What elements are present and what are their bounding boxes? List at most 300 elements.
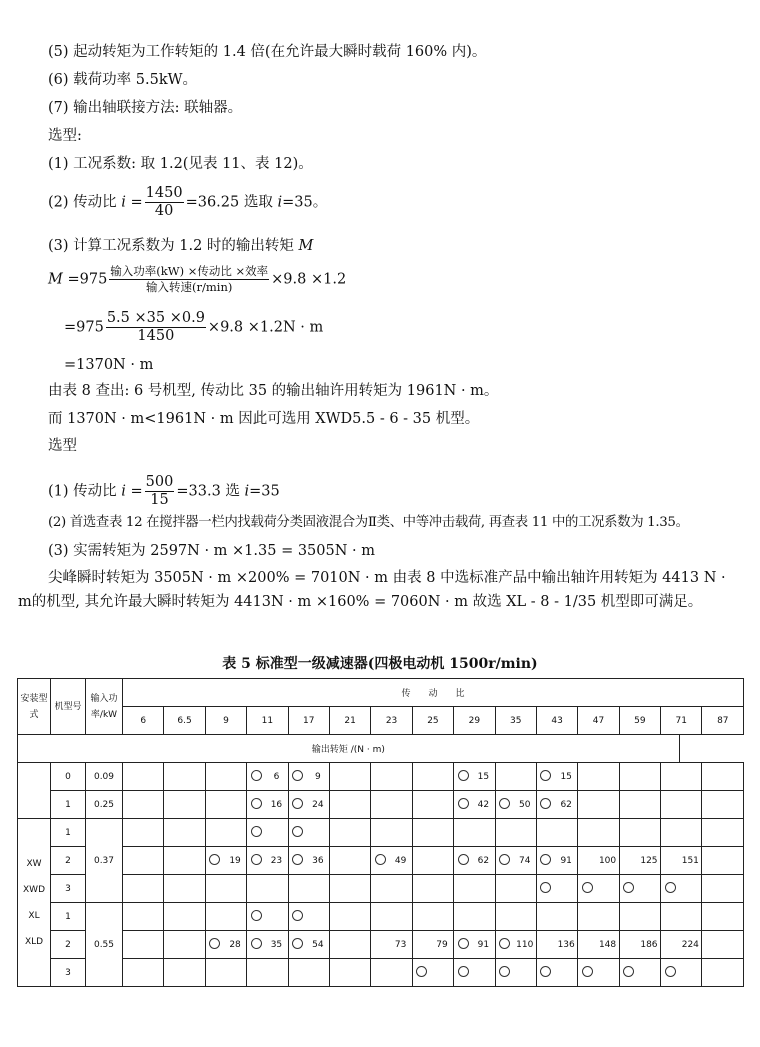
table-row — [18, 875, 744, 903]
availability-cell — [371, 959, 390, 987]
table-row — [18, 903, 744, 931]
availability-cell — [123, 763, 142, 791]
available-circle-icon — [375, 854, 386, 865]
text-segment: ×9.8 ×1.2N · m — [207, 319, 324, 336]
available-circle-icon — [292, 826, 303, 837]
available-circle-icon — [251, 770, 262, 781]
torque-cell: 148 — [596, 931, 619, 959]
availability-cell — [164, 931, 183, 959]
available-circle-icon — [499, 938, 510, 949]
availability-cell — [123, 959, 142, 987]
table-row — [18, 791, 744, 819]
availability-cell — [578, 903, 597, 931]
torque-cell — [596, 791, 619, 819]
availability-cell — [164, 819, 183, 847]
text-line: 选型 — [48, 438, 77, 454]
availability-cell — [495, 959, 514, 987]
power-cell: 0.37 — [86, 819, 123, 903]
availability-cell — [619, 931, 638, 959]
availability-cell — [205, 763, 224, 791]
text-line: (5) 起动转矩为工作转矩的 1.4 倍(在允许最大瞬时载荷 160% 内)。 — [48, 44, 487, 60]
availability-cell — [412, 959, 431, 987]
torque-cell — [265, 819, 288, 847]
availability-cell — [661, 763, 680, 791]
torque-cell — [721, 847, 744, 875]
availability-cell — [247, 791, 266, 819]
torque-cell — [348, 903, 371, 931]
torque-cell — [431, 959, 454, 987]
fraction — [145, 185, 184, 220]
formula-line — [64, 310, 323, 345]
torque-cell — [141, 875, 164, 903]
model-cell: 3 — [51, 875, 86, 903]
available-circle-icon — [540, 882, 551, 893]
torque-cell: 9 — [307, 763, 330, 791]
torque-cell — [307, 819, 330, 847]
availability-cell — [578, 819, 597, 847]
torque-cell — [431, 791, 454, 819]
text-segment: =35。 — [282, 194, 328, 211]
ratio-value: 25 — [412, 707, 453, 735]
torque-cell: 136 — [555, 931, 578, 959]
power-cell: 0.25 — [86, 791, 123, 819]
torque-cell — [348, 931, 371, 959]
torque-cell — [431, 875, 454, 903]
model-cell: 1 — [51, 819, 86, 847]
availability-cell — [205, 791, 224, 819]
available-circle-icon — [416, 966, 427, 977]
ratio-value: 6.5 — [164, 707, 205, 735]
availability-cell — [661, 847, 680, 875]
torque-cell — [348, 819, 371, 847]
available-circle-icon — [458, 966, 469, 977]
torque-cell: 23 — [265, 847, 288, 875]
table-row — [18, 763, 744, 791]
torque-cell — [514, 903, 537, 931]
availability-cell — [123, 791, 142, 819]
torque-cell — [472, 875, 495, 903]
torque-cell — [183, 903, 206, 931]
torque-cell — [183, 819, 206, 847]
torque-cell: 35 — [265, 931, 288, 959]
math-var: i — [121, 194, 126, 211]
availability-cell — [412, 791, 431, 819]
availability-cell — [164, 903, 183, 931]
torque-cell: 224 — [679, 931, 702, 959]
availability-cell — [123, 847, 142, 875]
text-segment: ×9.8 ×1.2 — [271, 271, 347, 288]
torque-cell — [141, 763, 164, 791]
availability-cell — [619, 847, 638, 875]
mount-type-cell — [18, 763, 51, 819]
model-cell: 1 — [51, 903, 86, 931]
text-line: 由表 8 查出: 6 号机型, 传动比 35 的输出轴许用转矩为 1961N · m。 — [48, 383, 499, 399]
availability-cell — [536, 847, 555, 875]
availability-cell — [578, 763, 597, 791]
torque-cell — [141, 903, 164, 931]
availability-cell — [247, 763, 266, 791]
torque-cell — [141, 931, 164, 959]
availability-cell — [495, 847, 514, 875]
available-circle-icon — [251, 826, 262, 837]
availability-cell — [412, 819, 431, 847]
torque-cell — [389, 903, 412, 931]
mount-type-label: XLD — [24, 936, 44, 947]
availability-cell — [454, 791, 473, 819]
availability-cell — [123, 931, 142, 959]
model-header: 机型号 — [51, 679, 86, 735]
torque-cell: 73 — [389, 931, 412, 959]
torque-cell — [638, 959, 661, 987]
text-line: 而 1370N · m<1961N · m 因此可选用 XWD5.5 - 6 - 35 机型。 — [48, 411, 480, 427]
torque-cell — [224, 763, 247, 791]
mount-type-cell — [18, 819, 51, 987]
torque-cell — [679, 819, 702, 847]
torque-cell — [389, 819, 412, 847]
available-circle-icon — [458, 938, 469, 949]
torque-cell: 24 — [307, 791, 330, 819]
text-line: (6) 载荷功率 5.5kW。 — [48, 72, 198, 88]
torque-cell — [348, 847, 371, 875]
math-var: i — [121, 483, 126, 500]
availability-cell — [536, 959, 555, 987]
availability-cell — [247, 959, 266, 987]
torque-cell — [307, 903, 330, 931]
available-circle-icon — [540, 966, 551, 977]
availability-cell — [578, 847, 597, 875]
availability-cell — [619, 819, 638, 847]
availability-cell — [247, 903, 266, 931]
available-circle-icon — [499, 966, 510, 977]
mount-type-label: XL — [28, 910, 40, 921]
fraction-numerator: 输入功率(kW) ×传动比 ×效率 — [110, 264, 269, 278]
torque-cell — [555, 819, 578, 847]
availability-cell — [661, 931, 680, 959]
availability-cell — [702, 959, 721, 987]
torque-cell: 91 — [472, 931, 495, 959]
torque-cell — [431, 903, 454, 931]
table-row — [18, 931, 744, 959]
ratio-value: 29 — [454, 707, 495, 735]
torque-cell — [431, 819, 454, 847]
math-var: M — [48, 271, 63, 288]
availability-cell — [164, 763, 183, 791]
available-circle-icon — [458, 770, 469, 781]
fraction — [109, 264, 269, 295]
table-row — [18, 847, 744, 875]
ratio-value: 21 — [329, 707, 370, 735]
torque-cell — [721, 875, 744, 903]
availability-cell — [371, 763, 390, 791]
available-circle-icon — [458, 854, 469, 865]
torque-header: 输出转矩 /(N · m) — [18, 735, 680, 763]
torque-cell: 79 — [431, 931, 454, 959]
availability-cell — [329, 875, 348, 903]
availability-cell — [329, 931, 348, 959]
availability-cell — [205, 959, 224, 987]
fraction-denominator: 15 — [150, 492, 169, 508]
torque-cell — [555, 903, 578, 931]
torque-cell: 74 — [514, 847, 537, 875]
availability-cell — [247, 847, 266, 875]
torque-cell — [679, 959, 702, 987]
availability-cell — [164, 959, 183, 987]
availability-cell — [164, 847, 183, 875]
torque-cell — [721, 903, 744, 931]
torque-cell — [265, 875, 288, 903]
torque-cell: 42 — [472, 791, 495, 819]
torque-cell: 50 — [514, 791, 537, 819]
torque-cell — [596, 763, 619, 791]
torque-cell: 36 — [307, 847, 330, 875]
torque-cell — [389, 791, 412, 819]
available-circle-icon — [540, 798, 551, 809]
paragraph — [18, 566, 743, 614]
text-line: (3) 实需转矩为 2597N · m ×1.35 = 3505N · m — [48, 543, 376, 559]
available-circle-icon — [292, 938, 303, 949]
torque-cell: 110 — [514, 931, 537, 959]
available-circle-icon — [209, 854, 220, 865]
table-row — [18, 959, 744, 987]
ratio-value: 47 — [578, 707, 619, 735]
power-cell: 0.55 — [86, 903, 123, 987]
availability-cell — [329, 903, 348, 931]
formula-line: (2) 传动比 i = $\frac{1450}{40}$ =36.25 选取 i=35。 — [48, 185, 328, 219]
availability-cell — [123, 903, 142, 931]
torque-cell — [224, 791, 247, 819]
availability-cell — [288, 763, 307, 791]
available-circle-icon — [292, 910, 303, 921]
available-circle-icon — [582, 882, 593, 893]
availability-cell — [288, 875, 307, 903]
availability-cell — [536, 763, 555, 791]
availability-cell — [619, 763, 638, 791]
table-header-row — [18, 679, 744, 707]
availability-cell — [205, 875, 224, 903]
ratio-values-row — [18, 707, 744, 735]
text-segment: (1) 传动比 — [48, 483, 117, 500]
torque-cell — [679, 903, 702, 931]
text-segment: =35 — [249, 483, 280, 500]
availability-cell — [578, 959, 597, 987]
torque-cell: 91 — [555, 847, 578, 875]
torque-cell — [431, 763, 454, 791]
availability-cell — [412, 847, 431, 875]
ratio-value: 71 — [661, 707, 702, 735]
torque-cell — [638, 819, 661, 847]
availability-cell — [288, 959, 307, 987]
torque-cell — [555, 959, 578, 987]
torque-cell — [638, 791, 661, 819]
availability-cell — [702, 763, 721, 791]
torque-cell — [638, 763, 661, 791]
torque-cell — [348, 959, 371, 987]
torque-cell — [183, 847, 206, 875]
fraction-numerator: 500 — [145, 474, 174, 490]
availability-cell — [412, 875, 431, 903]
available-circle-icon — [292, 798, 303, 809]
mount-type-label: XW — [26, 858, 42, 869]
availability-cell — [536, 819, 555, 847]
availability-cell — [702, 931, 721, 959]
torque-cell: 15 — [555, 763, 578, 791]
torque-cell: 16 — [265, 791, 288, 819]
paragraph-text: 尖峰瞬时转矩为 3505N · m ×200% = 7010N · m 由表 8 中选标准产品中输出轴许用转矩为 4413 N · m的机型, 其允许最大瞬时转矩为 4413N · m ×160% = 7060N · m 故选 XL - 8 - 1/35 机型即可满足。 — [18, 570, 726, 610]
torque-cell: 19 — [224, 847, 247, 875]
availability-cell — [454, 959, 473, 987]
torque-cell — [183, 763, 206, 791]
torque-cell — [679, 763, 702, 791]
ratio-value: 9 — [205, 707, 246, 735]
availability-cell — [661, 819, 680, 847]
availability-cell — [536, 903, 555, 931]
torque-cell — [596, 903, 619, 931]
model-cell: 1 — [51, 791, 86, 819]
availability-cell — [702, 875, 721, 903]
torque-cell — [721, 959, 744, 987]
formula-line — [48, 264, 346, 295]
text-segment: =975 — [64, 319, 104, 336]
torque-cell — [141, 847, 164, 875]
availability-cell — [454, 763, 473, 791]
torque-cell — [224, 959, 247, 987]
torque-cell — [472, 903, 495, 931]
torque-cell — [514, 763, 537, 791]
model-cell: 3 — [51, 959, 86, 987]
availability-cell — [412, 931, 431, 959]
reducer-spec-table — [17, 678, 744, 987]
availability-cell — [123, 819, 142, 847]
ratio-value: 23 — [371, 707, 412, 735]
availability-cell — [454, 931, 473, 959]
torque-cell — [472, 959, 495, 987]
availability-cell — [247, 875, 266, 903]
torque-cell — [721, 763, 744, 791]
table-caption: 表 5 标准型一级减速器(四极电动机 1500r/min) — [222, 656, 538, 672]
availability-cell — [578, 791, 597, 819]
availability-cell — [371, 903, 390, 931]
available-circle-icon — [209, 938, 220, 949]
torque-cell — [389, 959, 412, 987]
torque-cell — [514, 875, 537, 903]
fraction-denominator: 输入转速(r/min) — [146, 280, 233, 294]
model-cell: 2 — [51, 847, 86, 875]
available-circle-icon — [251, 910, 262, 921]
torque-cell — [307, 875, 330, 903]
torque-cell — [224, 819, 247, 847]
availability-cell — [205, 931, 224, 959]
availability-cell — [288, 791, 307, 819]
torque-cell: 100 — [596, 847, 619, 875]
availability-cell — [205, 903, 224, 931]
availability-cell — [247, 931, 266, 959]
availability-cell — [578, 931, 597, 959]
availability-cell — [454, 875, 473, 903]
ratio-value: 11 — [247, 707, 288, 735]
available-circle-icon — [623, 966, 634, 977]
availability-cell — [205, 847, 224, 875]
torque-cell: 28 — [224, 931, 247, 959]
availability-cell — [702, 903, 721, 931]
text-line: 选型: — [48, 128, 82, 144]
fraction-denominator: 1450 — [137, 328, 175, 344]
availability-cell — [619, 791, 638, 819]
available-circle-icon — [665, 882, 676, 893]
availability-cell — [536, 875, 555, 903]
torque-cell — [679, 791, 702, 819]
torque-cell — [265, 903, 288, 931]
availability-cell — [495, 931, 514, 959]
model-cell: 0 — [51, 763, 86, 791]
available-circle-icon — [251, 798, 262, 809]
torque-cell — [431, 847, 454, 875]
torque-cell: 15 — [472, 763, 495, 791]
fraction-numerator: 1450 — [145, 185, 183, 201]
text-line: (1) 工况系数: 取 1.2(见表 11、表 12)。 — [48, 156, 313, 172]
text-segment: =33.3 选 — [176, 483, 240, 500]
availability-cell — [329, 959, 348, 987]
availability-cell — [495, 791, 514, 819]
availability-cell — [123, 875, 142, 903]
ratio-value: 43 — [536, 707, 577, 735]
availability-cell — [495, 875, 514, 903]
availability-cell — [329, 819, 348, 847]
text-segment: =975 — [67, 271, 108, 288]
text-line: =1370N · m — [64, 357, 154, 373]
availability-cell — [288, 903, 307, 931]
torque-cell — [596, 819, 619, 847]
torque-cell — [183, 931, 206, 959]
text-line — [48, 236, 313, 256]
fraction-numerator: 5.5 ×35 ×0.9 — [106, 310, 205, 326]
availability-cell — [371, 791, 390, 819]
torque-cell — [555, 875, 578, 903]
torque-cell — [472, 819, 495, 847]
availability-cell — [495, 763, 514, 791]
availability-cell — [578, 875, 597, 903]
ratio-value: 35 — [495, 707, 536, 735]
torque-cell: 151 — [679, 847, 702, 875]
table-row — [18, 819, 744, 847]
available-circle-icon — [665, 966, 676, 977]
torque-cell — [721, 931, 744, 959]
torque-cell — [141, 791, 164, 819]
torque-cell — [721, 819, 744, 847]
availability-cell — [288, 819, 307, 847]
torque-cell — [265, 959, 288, 987]
mount-type-header: 安装型式 — [18, 679, 51, 735]
torque-cell — [721, 791, 744, 819]
availability-cell — [702, 847, 721, 875]
torque-cell — [389, 763, 412, 791]
availability-cell — [329, 791, 348, 819]
available-circle-icon — [623, 882, 634, 893]
availability-cell — [288, 847, 307, 875]
torque-cell — [307, 959, 330, 987]
torque-cell — [183, 959, 206, 987]
availability-cell — [661, 903, 680, 931]
available-circle-icon — [292, 770, 303, 781]
text-segment: (2) 传动比 — [48, 194, 117, 211]
availability-cell — [371, 819, 390, 847]
power-header: 输入功率/kW — [86, 679, 123, 735]
torque-cell — [348, 791, 371, 819]
ratio-value: 6 — [123, 707, 164, 735]
availability-cell — [371, 931, 390, 959]
availability-cell — [454, 819, 473, 847]
available-circle-icon — [251, 854, 262, 865]
available-circle-icon — [499, 854, 510, 865]
